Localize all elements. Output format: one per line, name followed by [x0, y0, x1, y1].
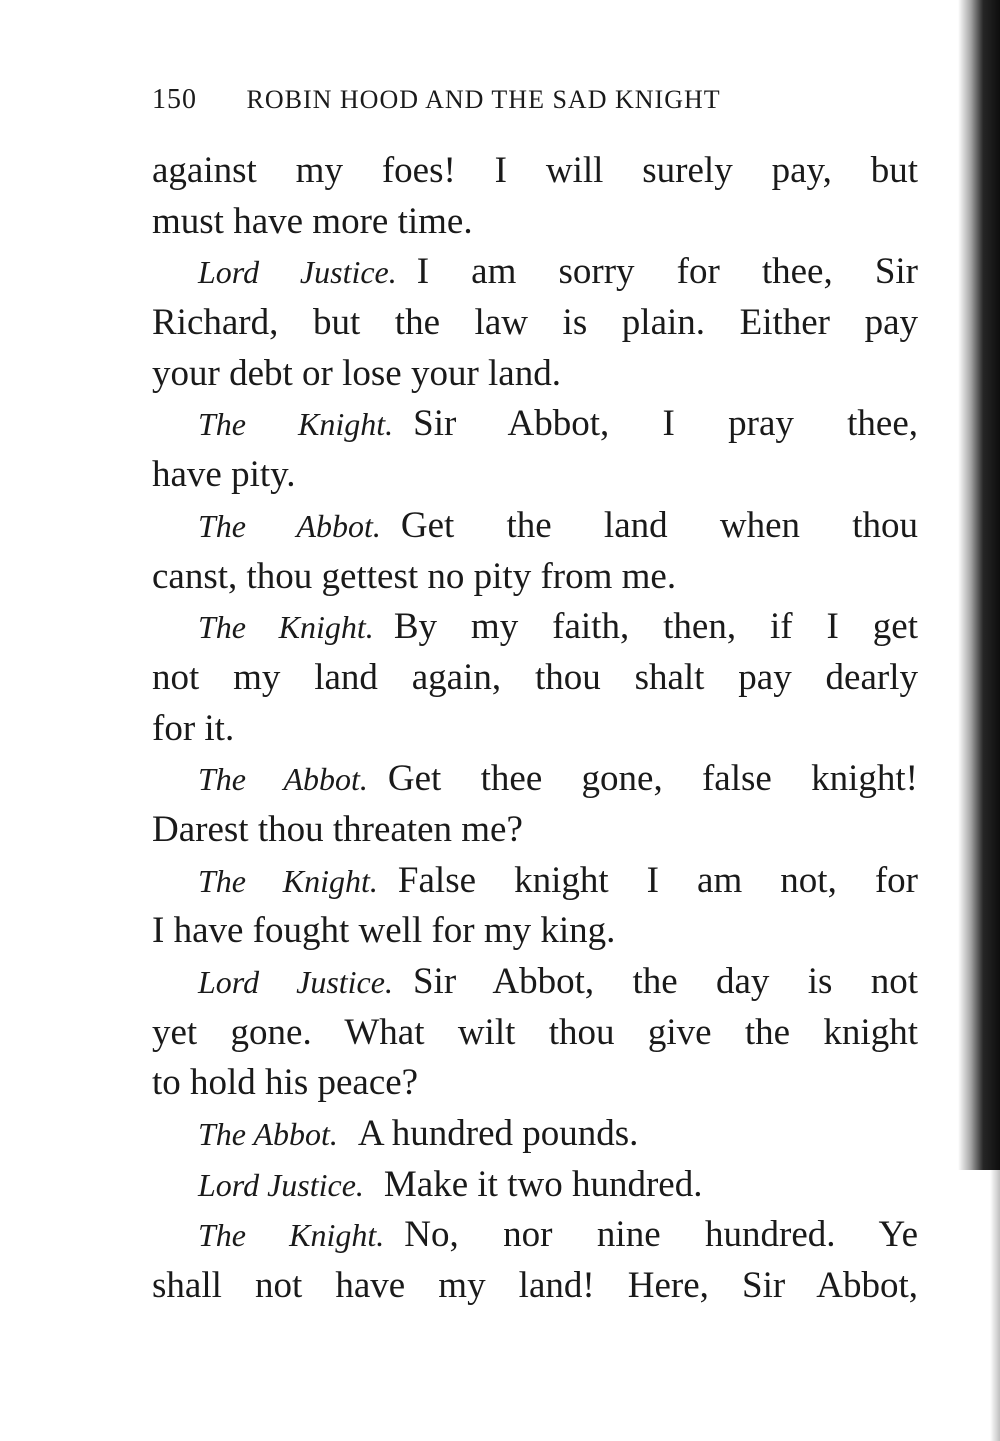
line-text: your debt or lose your land.	[152, 352, 561, 394]
line-text: Get the land when thou	[400, 504, 919, 546]
body-text	[152, 146, 918, 1312]
page-number: 150	[152, 84, 197, 115]
line-text: yet gone. What wilt thou give the knight	[152, 1011, 918, 1053]
text-line	[152, 298, 918, 349]
text-line	[152, 197, 918, 248]
dialogue-line	[152, 1109, 918, 1160]
text-line	[152, 704, 918, 755]
text-line	[152, 146, 918, 197]
binding-shadow	[958, 0, 1000, 1170]
dialogue-line	[152, 856, 918, 907]
speaker-name: The Abbot.	[198, 507, 381, 544]
line-text: Sir Abbot, the day is not	[412, 961, 918, 1002]
line-text: I have fought well for my king.	[152, 910, 616, 952]
line-text: canst, thou gettest no pity from me.	[152, 555, 677, 597]
speaker-name: Lord Justice.	[198, 1166, 364, 1203]
line-text: shall not have my land! Here, Sir Abbot,	[152, 1265, 918, 1307]
line-text: Darest thou threaten me?	[152, 808, 523, 850]
speaker-name: Lord Justice.	[198, 254, 397, 291]
line-text: for it.	[152, 707, 235, 749]
line-text: have pity.	[152, 454, 296, 496]
line-text: A hundred pounds.	[357, 1113, 639, 1155]
speaker-name: The Abbot.	[198, 761, 368, 798]
speaker-name: The Knight.	[198, 1217, 385, 1254]
binding-shadow-lower	[990, 1170, 1000, 1441]
text-line	[152, 552, 918, 603]
text-line	[152, 906, 918, 957]
text-line	[152, 1058, 918, 1109]
text-line	[152, 805, 918, 856]
text-line	[152, 349, 918, 400]
line-text: to hold his peace?	[152, 1062, 419, 1104]
line-text: I am sorry for thee, Sir	[416, 251, 919, 293]
running-title: ROBIN HOOD AND THE SAD KNIGHT	[246, 85, 721, 114]
line-text: No, nor nine hundred. Ye	[404, 1214, 919, 1256]
dialogue-line	[152, 501, 918, 552]
dialogue-line	[152, 1160, 918, 1211]
speaker-name: Lord Justice.	[198, 964, 393, 1000]
dialogue-line	[152, 602, 918, 653]
speaker-name: The Abbot.	[198, 1116, 338, 1153]
line-text: Make it two hundred.	[383, 1163, 703, 1205]
line-text: Sir Abbot, I pray thee,	[413, 403, 919, 445]
line-text: By my faith, then, if I get	[393, 606, 918, 648]
text-line	[152, 653, 918, 704]
dialogue-line	[152, 754, 918, 805]
line-text: Get thee gone, false knight!	[387, 758, 919, 800]
line-text: against my foes! I will surely pay, but	[152, 150, 918, 191]
text-line	[152, 1261, 918, 1312]
dialogue-line	[152, 247, 918, 298]
line-text: not my land again, thou shalt pay dearly	[152, 656, 918, 698]
line-text: Richard, but the law is plain. Either pay	[152, 302, 918, 344]
running-header	[152, 84, 912, 124]
line-text: False knight I am not, for	[397, 859, 918, 901]
dialogue-line	[152, 957, 918, 1008]
speaker-name: The Knight.	[198, 609, 374, 646]
speaker-name: The Knight.	[198, 406, 394, 443]
dialogue-line	[152, 399, 918, 450]
text-line	[152, 450, 918, 501]
line-text: must have more time.	[152, 200, 473, 242]
speaker-name: The Knight.	[198, 862, 378, 899]
dialogue-line	[152, 1210, 918, 1261]
text-line	[152, 1008, 918, 1059]
